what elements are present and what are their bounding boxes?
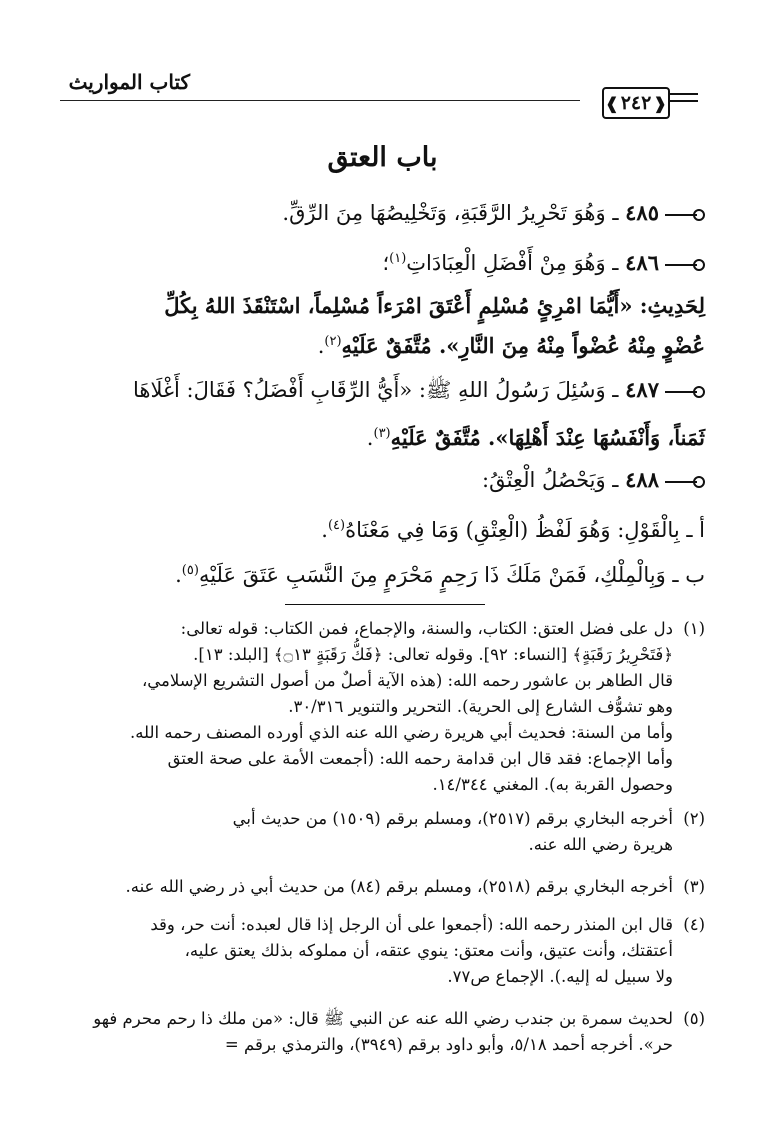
footnote-line: ﴿فَتَحْرِيرُ رَقَبَةٍ﴾ [النساء: ٩٢]. وقوله تعالى: ﴿فَكُّ رَقَبَةٍ ۝١٣﴾ [البلد: ١٣]. xyxy=(193,645,673,664)
footnote-ref: (٣) xyxy=(373,426,391,441)
footnote-line: وأما الإجماع: فقد قال ابن قدامة رحمه الله: (أجمعت الأمة على صحة العتق xyxy=(167,749,673,768)
item-marker-icon xyxy=(665,386,705,398)
item-number: ٤٨٨ xyxy=(625,467,659,492)
item-marker-icon xyxy=(665,476,705,488)
page-number: ٢٤٢ xyxy=(620,92,652,114)
header-rule xyxy=(60,100,580,101)
footnote-line: هريرة رضي الله عنه. xyxy=(528,835,673,854)
subitem-text: ب ـ وَبِالْمِلْكِ، فَمَنْ مَلَكَ ذَا رَحِمٍ مَحْرَمٍ مِنَ النَّسَبِ عَتَقَ عَلَيْهِ xyxy=(198,563,705,587)
item-number: ٤٨٧ xyxy=(625,377,659,402)
footnote-ref: (٢) xyxy=(324,334,342,349)
bracket-left-icon: ❰ xyxy=(605,93,619,113)
item-488 xyxy=(65,464,705,496)
subitem-text: أ ـ بِالْقَوْلِ: وَهُوَ لَفْظُ (الْعِتْقِ) وَمَا فِي مَعْنَاهُ xyxy=(345,518,705,542)
footnote-line: حر». أخرجه أحمد ٥/١٨، وأبو داود برقم (٣٩٤٩)، والترمذي برقم = xyxy=(224,1035,673,1054)
footnote-ref: (١) xyxy=(389,251,407,266)
footnote-number: (٤) xyxy=(683,915,705,934)
item-485 xyxy=(65,197,705,229)
chapter-title: باب العتق xyxy=(327,142,438,173)
footnote-line: دل على فضل العتق: الكتاب، والسنة، والإجماع، فمن الكتاب: قوله تعالى: xyxy=(180,619,673,638)
footnote-number: (٣) xyxy=(683,877,705,896)
footnote-ref: (٤) xyxy=(327,518,346,533)
item-text: ـ وَهُوَ مِنْ أَفْضَلِ الْعِبَادَاتِ xyxy=(406,251,619,275)
item-punct: ؛ xyxy=(382,251,390,275)
footnote-number: (٥) xyxy=(683,1009,705,1028)
page-number-ornament xyxy=(578,85,698,119)
double-rule-icon xyxy=(670,93,698,107)
footnote-line: وهو تشوُّف الشارع إلى الحرية). التحرير والتنوير ٣٠/٣١٦. xyxy=(288,697,673,716)
footnote-number: (٢) xyxy=(683,809,705,828)
item-marker-icon xyxy=(665,259,705,271)
page-number-box xyxy=(602,87,670,119)
item-number: ٤٨٥ xyxy=(625,200,659,225)
running-header-title: كتاب المواريث xyxy=(68,70,190,94)
item-text: ـ وَسُئِلَ رَسُولُ اللهِ ﷺ: «أَيُّ الرِّقَابِ أَفْضَلُ؟ فَقَالَ: أَغْلَاهَا xyxy=(133,378,619,402)
hadith-line-2: عُضْوٍ مِنْهُ عُضْواً مِنْهُ مِنَ النَّارِ». مُتَّفَقٌ عَلَيْهِ$^{(٢)}$. xyxy=(317,333,705,358)
footnote-line: أخرجه البخاري برقم (٢٥١٧)، ومسلم برقم (١٥٠٩) من حديث أبي xyxy=(232,809,673,828)
subitem-a: أ ـ بِالْقَوْلِ: وَهُوَ لَفْظُ (الْعِتْقِ) وَمَا فِي مَعْنَاهُ$^{(٤)}$. xyxy=(321,518,705,542)
item-text: ـ وَهُوَ تَحْرِيرُ الرَّقَبَةِ، وَتَخْلِيصُهَا مِنَ الرِّقِّ. xyxy=(282,201,619,225)
footnote-number: (١) xyxy=(683,619,705,638)
footnote-line: وأما من السنة: فحديث أبي هريرة رضي الله عنه الذي أورده المصنف رحمه الله. xyxy=(129,723,673,742)
item-text: ـ وَيَحْصُلُ الْعِتْقُ: xyxy=(482,468,619,492)
footnote-line: أعتقتك، وأنت عتيق، وأنت معتق: ينوي عتقه، أن مملوكه بذلك يعتق عليه، xyxy=(184,941,673,960)
footnote-line: قال ابن المنذر رحمه الله: (أجمعوا على أن الرجل إذا قال لعبده: أنت حر، وقد xyxy=(150,915,673,934)
hadith-line-1: لِحَدِيثِ: «أَيُّمَا امْرِئٍ مُسْلِمٍ أَعْتَقَ امْرَءاً مُسْلِماً، اسْتَنْقَذَ اللهُ بِكُلِّ xyxy=(164,293,705,318)
item-486 xyxy=(65,243,705,279)
subitem-b: ب ـ وَبِالْمِلْكِ، فَمَنْ مَلَكَ ذَا رَحِمٍ مَحْرَمٍ مِنَ النَّسَبِ عَتَقَ عَلَيْهِ$^{(٥)}$. xyxy=(175,563,705,587)
footnote-line: أخرجه البخاري برقم (٢٥١٨)، ومسلم برقم (٨٤) من حديث أبي ذر رضي الله عنه. xyxy=(125,877,673,896)
item-text: ثَمَناً، وَأَنْفَسُهَا عِنْدَ أَهْلِهَا». مُتَّفَقٌ عَلَيْهِ xyxy=(390,425,705,450)
footnote-ref: (٥) xyxy=(181,563,199,578)
footnote-separator xyxy=(285,604,485,605)
footnote-line: ولا سبيل له إليه.). الإجماع ص٧٧. xyxy=(447,967,673,986)
bracket-right-icon: ❱ xyxy=(653,93,667,113)
item-number: ٤٨٦ xyxy=(625,250,659,275)
footnote-line: قال الطاهر بن عاشور رحمه الله: (هذه الآية أصلٌ من أصول التشريع الإسلامي، xyxy=(141,671,673,690)
footnote-line: لحديث سمرة بن جندب رضي الله عنه عن النبي ﷺ قال: «من ملك ذا رحم محرم فهو xyxy=(93,1009,673,1028)
hadith-text: عُضْوٍ مِنْهُ عُضْواً مِنْهُ مِنَ النَّارِ». مُتَّفَقٌ عَلَيْهِ xyxy=(341,333,705,358)
item-487 xyxy=(65,374,705,406)
footnote-line: وحصول القربة به). المغني ١٤/٣٤٤. xyxy=(432,775,673,794)
item-marker-icon xyxy=(665,209,705,221)
item-487-line-2: ثَمَناً، وَأَنْفَسُهَا عِنْدَ أَهْلِهَا». مُتَّفَقٌ عَلَيْهِ$^{(٣)}$. xyxy=(366,425,705,450)
